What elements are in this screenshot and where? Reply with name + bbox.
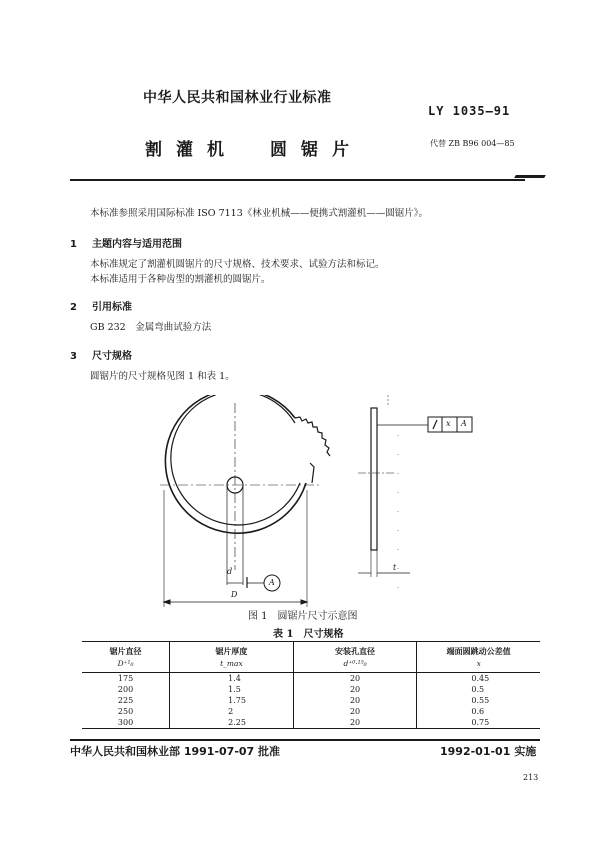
column-symbol: D⁺¹₀ [117, 659, 134, 668]
cell: 225 [117, 696, 134, 705]
title-char: 圆 [270, 140, 287, 160]
tolerance-datum: A [461, 419, 467, 428]
cell: 20 [293, 684, 417, 695]
cell: 1.75 [170, 695, 294, 706]
section-number: 2 [70, 302, 77, 313]
header-divider [70, 179, 525, 181]
cell: 1.5 [170, 684, 294, 695]
header-divider-tail [514, 175, 546, 178]
title-char: 割 [145, 140, 162, 160]
tolerance-x: x [446, 419, 451, 428]
column-label: 端面圆跳动公差值 [446, 646, 511, 656]
column-header [293, 642, 417, 673]
cell: 0.45 [417, 673, 540, 685]
column-header [417, 642, 540, 673]
column-label: 锯片厚度 [215, 646, 248, 656]
cell: 20 [293, 695, 417, 706]
cell: 0.55 [417, 695, 540, 706]
section-1-para-2: 本标准适用于各种齿型的割灌机的圆锯片。 [90, 274, 271, 285]
column-label: 安装孔直径 [335, 646, 376, 656]
label-D: D [231, 590, 238, 599]
section-title: 尺寸规格 [92, 351, 132, 362]
section-2-para-1: GB 232 金属弯曲试验方法 [90, 322, 212, 333]
title-char: 锯 [301, 140, 318, 160]
cell: 20 [293, 717, 417, 729]
cell: 2.25 [170, 717, 294, 729]
cell: 175 [117, 674, 134, 683]
section-number: 3 [70, 351, 77, 362]
approval-line: 中华人民共和国林业部 1991-07-07 批准 [70, 745, 281, 758]
column-symbol: d⁺⁰·¹⁵₀ [343, 659, 367, 668]
title-char: 灌 [176, 140, 193, 160]
table-row [82, 695, 540, 706]
footer-divider [70, 739, 540, 741]
table-caption: 表 1 尺寸规格 [273, 629, 344, 640]
blade-front-view [160, 395, 332, 607]
cell: 250 [117, 707, 134, 716]
column-label: 锯片直径 [109, 646, 142, 656]
label-d: d [227, 567, 233, 576]
standard-category: 中华人民共和国林业行业标准 [143, 90, 332, 106]
document-title [145, 135, 363, 160]
section-heading-2 [70, 298, 132, 313]
label-datum-a: A [269, 578, 275, 587]
cell: 0.6 [417, 706, 540, 717]
section-3-para-1: 圆锯片的尺寸规格见图 1 和表 1。 [90, 371, 235, 382]
table-header-row [82, 642, 540, 673]
section-heading-1 [70, 235, 182, 250]
column-symbol: x [476, 659, 481, 668]
section-1-para-1: 本标准规定了割灌机圆锯片的尺寸规格、技术要求、试验方法和标记。 [90, 259, 385, 270]
section-heading-3 [70, 347, 132, 362]
cell: 300 [82, 717, 170, 729]
column-header [82, 642, 170, 673]
cell: 0.75 [417, 717, 540, 729]
cell: 20 [293, 673, 417, 685]
title-char: 片 [332, 140, 349, 160]
cell: 1.4 [170, 673, 294, 685]
title-char: 机 [207, 140, 224, 160]
cell: 2 [170, 706, 294, 717]
column-header [170, 642, 294, 673]
section-title: 引用标准 [92, 302, 132, 313]
cell: 0.5 [417, 684, 540, 695]
table-row [82, 673, 540, 685]
cell: 200 [117, 685, 134, 694]
label-t: t [393, 563, 397, 572]
section-title: 主题内容与适用范围 [92, 239, 182, 250]
saw-blade-diagram [140, 395, 500, 610]
table-row [82, 684, 540, 695]
table-row [82, 706, 540, 717]
dimensions-table [82, 641, 540, 729]
implementation-date: 1992-01-01 实施 [440, 745, 537, 758]
page-number: 213 [523, 773, 539, 782]
intro-paragraph: 本标准参照采用国际标准 ISO 7113《林业机械——便携式割灌机——圆锯片》。 [90, 208, 429, 219]
replaces-note: 代替 ZB B96 004—85 [430, 139, 515, 148]
cell: 20 [293, 706, 417, 717]
figure-caption: 图 1 圆锯片尺寸示意图 [248, 611, 358, 622]
blade-side-view [358, 395, 472, 605]
section-number: 1 [70, 239, 77, 250]
column-symbol: t_max [220, 659, 243, 668]
table-row [82, 717, 540, 729]
standard-code: LY 1035—91 [428, 104, 511, 118]
